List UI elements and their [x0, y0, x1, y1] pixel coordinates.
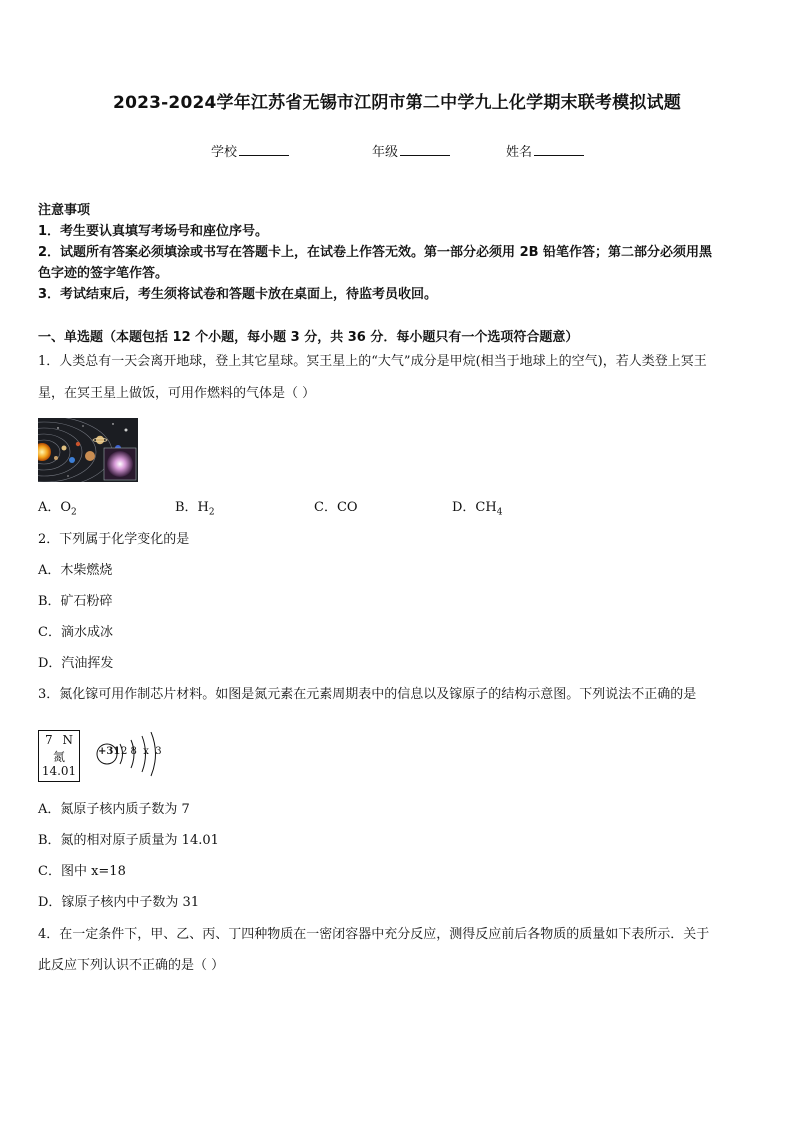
gallium-atom-diagram [94, 732, 166, 788]
school-label: 学校 [211, 145, 238, 160]
question-3-option-c[interactable]: C．图中 x=18 [38, 864, 126, 879]
question-2-option-c[interactable]: C．滴水成冰 [38, 625, 113, 640]
atom-shells: 2 8 x 3 [121, 746, 162, 757]
school-blank [239, 143, 289, 156]
element-symbol: N [62, 733, 73, 747]
notice-item: 1．考生要认真填写考场号和座位序号。 [38, 224, 269, 239]
element-number: 7 [45, 733, 53, 747]
element-name: 氮 [52, 750, 65, 764]
notice-heading: 注意事项 [38, 203, 91, 218]
notice-item: 色字迹的签字笔作答。 [38, 266, 169, 281]
question-1-stem-cont: 星，在冥王星上做饭，可用作燃料的气体是（ ） [38, 386, 316, 401]
solar-system-image [38, 418, 138, 482]
notice-item: 3．考试结束后，考生须将试卷和答题卡放在桌面上，待监考员收回。 [38, 287, 438, 302]
question-2-option-b[interactable]: B．矿石粉碎 [38, 594, 113, 609]
question-1-option-a[interactable]: A．$O_2$ [38, 500, 77, 518]
question-1-option-b[interactable]: B．$H_2$ [175, 500, 215, 518]
question-3-option-a[interactable]: A．氮原子核内质子数为 7 [38, 802, 190, 817]
question-4-stem: 4．在一定条件下，甲、乙、丙、丁四种物质在一密闭容器中充分反应，测得反应前后各物质的质量如下表所示．关于 [38, 927, 710, 942]
notice-item: 2．试题所有答案必须填涂或书写在答题卡上，在试卷上作答无效。第一部分必须用 2B 铅笔作答；第二部分必须用黑 [38, 245, 713, 260]
question-4-stem-cont: 此反应下列认识不正确的是（ ） [38, 958, 225, 973]
grade-label: 年级 [372, 145, 399, 160]
question-2-option-a[interactable]: A．木柴燃烧 [38, 563, 113, 578]
school-field [211, 141, 289, 160]
question-2-stem: 2．下列属于化学变化的是 [38, 532, 190, 547]
grade-field [372, 141, 450, 160]
question-3-option-b[interactable]: B．氮的相对原子质量为 14.01 [38, 833, 219, 848]
atom-nucleus: +31 [98, 746, 121, 757]
section-heading: 一、单选题（本题包括 12 个小题，每小题 3 分，共 36 分．每小题只有一个选项符合题意） [38, 330, 579, 345]
exam-title: 2023-2024学年江苏省无锡市江阴市第二中学九上化学期末联考模拟试题 [113, 93, 681, 113]
name-label: 姓名 [506, 145, 533, 160]
question-1-stem: 1．人类总有一天会离开地球，登上其它星球。冥王星上的“大气”成分是甲烷(相当于地球上的空气)，若人类登上冥王 [38, 354, 707, 369]
question-3-option-d[interactable]: D．镓原子核内中子数为 31 [38, 895, 200, 910]
grade-blank [400, 143, 450, 156]
element-mass: 14.01 [41, 764, 77, 778]
name-blank [534, 143, 584, 156]
question-3-stem: 3．氮化镓可用作制芯片材料。如图是氮元素在元素周期表中的信息以及镓原子的结构示意图。下列说法不正确的是 [38, 687, 697, 702]
question-1-option-d[interactable]: D．$CH_4$ [452, 500, 503, 518]
periodic-table-cell [38, 730, 80, 782]
question-1-option-c[interactable]: C．CO [314, 500, 358, 515]
question-2-option-d[interactable]: D．汽油挥发 [38, 656, 114, 671]
name-field [506, 141, 584, 160]
